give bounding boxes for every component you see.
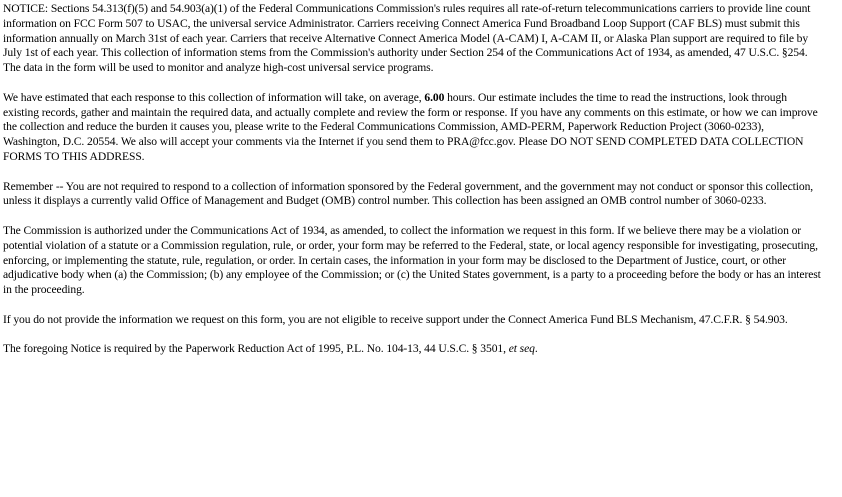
burden-hours-value: 6.00	[424, 90, 445, 104]
notice-paragraph-burden-estimate	[3, 91, 823, 165]
notice-paragraph-omb-control: Remember -- You are not required to respond to a collection of information sponsored by the Federal government, and the government may not conduct or sponsor this collection, unless it displays a currently valid Office of Management and Budget (OMB) control number. This collection has been assigned an OMB control number of 3060-0233.	[3, 179, 814, 208]
notice-paragraph-disclosure: The Commission is authorized under the Communications Act of 1934, as amended, to collect the information we request in this form. If we believe there may be a violation or potential violation of a statute or a Commission regulation, rule, or order, your form may be referred to the Federal, state, or local agency responsible for investigating, prosecuting, enforcing, or implementing the statute, rule, regulation, or order. In certain cases, the information in your form may be disclosed to the Department of Justice, court, or other adjudicative body when (a) the Commission; (b) any employee of the Commission; or (c) the United States government, is a party to a proceeding before the body or has an interest in the proceeding.	[3, 223, 821, 297]
notice-paragraph-authority: NOTICE: Sections 54.313(f)(5) and 54.903(a)(1) of the Federal Communications Commission's rules requires all rate-of-return telecommunications carriers to provide line count information on FCC Form 507 to USAC, the universal service Administrator. Carriers receiving Connect America Fund Broadband Loop Support (CAF BLS) must submit this information annually on March 31st of each year. Carriers that receive Alternative Connect America Model (A-CAM) I, A-CAM II, or Alaska Plan support are required to file by July 1st of each year. This collection of information stems from the Commission's authority under Section 254 of the Communications Act of 1934, as amended, 47 U.S.C. §254. The data in the form will be used to monitor and analyze high-cost universal service programs.	[3, 2, 811, 75]
notice-paragraph-pra-citation	[3, 342, 823, 357]
citation-et-seq: et seq	[508, 342, 535, 356]
citation-text: The foregoing Notice is required by the Paperwork Reduction Act of 1995, P.L. No. 104-13, 44 U.S.C. § 3501,	[3, 342, 509, 356]
burden-text-end: hours. Our estimate includes the time to read the instructions, look through existing records, gather and maintain the required data, and actually complete and review the form or response. If you have any comments on this estimate, or how we can improve the collection and reduce the burden it causes you, please write to the Federal Communications Commission, AMD-PERM, Paperwork Reduction Project (3060-0233), Washington, D.C. 20554. We also will accept your comments via the Internet if you send them to PRA@fcc.gov. Please DO NOT SEND COMPLETED DATA COLLECTION FORMS TO THIS ADDRESS.	[3, 90, 818, 163]
burden-text-start: We have estimated that each response to this collection of information will take, on average,	[3, 90, 425, 104]
paperwork-reduction-notice	[3, 2, 823, 372]
citation-period: .	[534, 342, 538, 356]
notice-paragraph-eligibility: If you do not provide the information we request on this form, you are not eligible to receive support under the Connect America Fund BLS Mechanism, 47.C.F.R. § 54.903.	[3, 312, 788, 326]
